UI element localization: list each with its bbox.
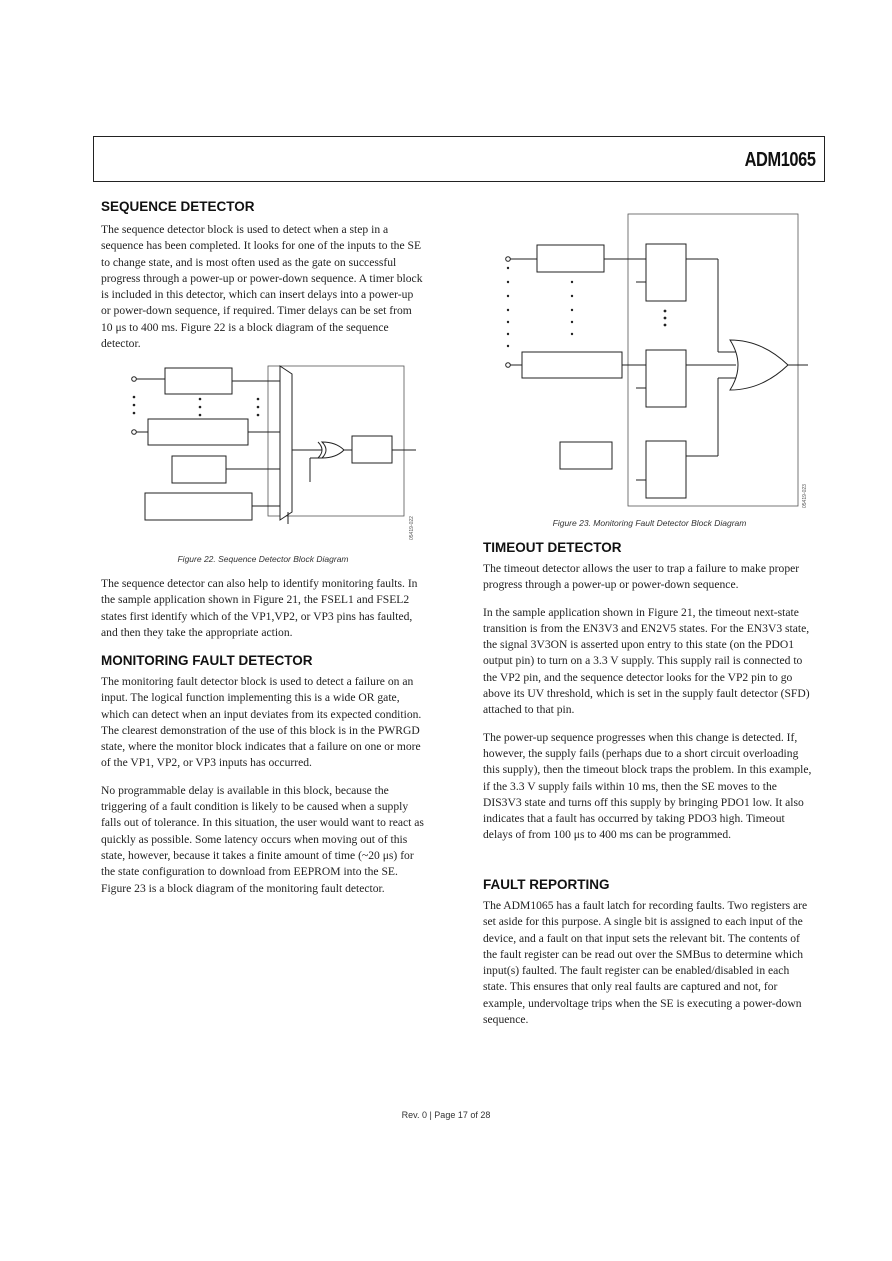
ellipsis-dots — [133, 396, 260, 417]
page-header — [93, 136, 825, 182]
timer-block — [352, 436, 392, 463]
input-block-bottom — [148, 419, 248, 445]
figure-23-monitoring-fault-detector-diagram — [500, 212, 820, 517]
input-pin — [132, 430, 137, 435]
input-pin — [506, 257, 511, 262]
figure-23-stamp: 05419-023 — [802, 484, 808, 508]
timeout-detector-paragraph-2: In the sample application shown in Figure 21, the timeout next-state transition is from the EN3V3 and EN2V5 states. For the EN3V3 state, the signal 3V3ON is asserted upon entry to this state (on the PDO1 output pin) to turn on a 3.3 V supply. This supply rail is connected to the VP2 pin, and the sequence detector looks for the VP2 pin to go above its UV threshold, which is set in the supply fault detector (SFD) attached to that pin. — [483, 605, 810, 717]
timeout-detector-paragraph-3: The power-up sequence progresses when this change is detected. If, however, the supply fails (perhaps due to a short circuit overloading this supply), then the timeout block traps the problem. In this example, if the 3.3 V supply fails within 10 ms, then the SE moves to the DIS3V3 state and turns off this supply by bringing PDO1 low. It also indicates that a fault has occurred by taking PDO3 high. Timeout delays of from 100 μs to 400 ms can be programmed. — [483, 730, 812, 842]
page-footer: Rev. 0 | Page 17 of 28 — [401, 1110, 491, 1120]
monitoring-fault-detector-paragraph-2: No programmable delay is available in this block, because the triggering of a fault condition is likely to be caused when a supply falls out of tolerance. In this situation, the user would want to react as quickly as possible. Some latency occurs when moving out of this state, however, because it takes a finite amount of time (~20 μs) for the state configuration to download from EEPROM into the SE. Figure 23 is a block diagram of the monitoring fault detector. — [101, 783, 424, 895]
part-number: ADM1065 — [745, 149, 816, 171]
sequence-detector-paragraph-1: The sequence detector block is used to detect when a step in a sequence has been completed. It looks for one of the inputs to the SE to change state, and is most often used as the gate on successful progress through a power-up or power-down sequence. A timer block is included in this detector, which can insert delays into a power-up or power-down sequence, if required. Timer delays can be set from 10 μs to 400 ms. Figure 22 is a block diagram of the sequence detector. — [101, 223, 423, 351]
timeout-detector-section — [483, 540, 816, 844]
timeout-detector-heading: TIMEOUT DETECTOR — [483, 540, 622, 555]
figure-22-sequence-detector-diagram — [120, 362, 420, 557]
small-block — [560, 442, 612, 469]
figure-23-caption: Figure 23. Monitoring Fault Detector Block Diagram — [552, 518, 747, 528]
input-pin — [132, 377, 137, 382]
ellipsis-dots — [507, 267, 667, 347]
sequence-detector-continued — [101, 576, 425, 641]
input-block-top — [537, 245, 604, 272]
input-block-top — [165, 368, 232, 394]
fault-reporting-heading: FAULT REPORTING — [483, 877, 610, 892]
multiplexer — [280, 366, 292, 520]
figure-22-stamp: 05419-022 — [409, 516, 415, 540]
monitoring-fault-detector-heading: MONITORING FAULT DETECTOR — [101, 653, 313, 668]
monitoring-fault-detector-paragraph-1: The monitoring fault detector block is used to detect a failure on an input. The logical function implementing this is a wide OR gate, which can detect when an input deviates from its expected condition. The clearest demonstration of the use of this block is in the PWRGD state, where the monitor block indicates that a failure on one or more of the VP1, VP2, or VP3 inputs has occurred. — [101, 675, 422, 770]
or-gate — [730, 340, 788, 390]
detector-block-2 — [646, 350, 686, 407]
detector-block-1 — [646, 244, 686, 301]
monitoring-fault-detector-section — [101, 653, 425, 897]
sequence-detector-paragraph-2: The sequence detector can also help to identify monitoring faults. In the sample application shown in Figure 21, the FSEL1 and FSEL2 states first identify which of the VP1,VP2, or VP3 pins has faulted, and then they take the appropriate action. — [101, 577, 418, 639]
fault-reporting-paragraph-1: The ADM1065 has a fault latch for recording faults. Two registers are set aside for this purpose. A single bit is assigned to each input of the device, and a fault on that input sets the relevant bit. The contents of the fault register can be read out over the SMBus to determine which input(s) faulted. The fault register can be enabled/disabled in each state. This ensures that only real faults are captured and not, for example, undervoltage trips when the SE is executing a power-down sequence. — [483, 899, 808, 1027]
input-block-bottom — [522, 352, 622, 378]
sequence-detector-heading: SEQUENCE DETECTOR — [101, 199, 255, 214]
wide-block — [145, 493, 252, 520]
small-block — [172, 456, 226, 483]
fault-reporting-section — [483, 877, 816, 1028]
detector-block-3 — [646, 441, 686, 498]
timeout-detector-paragraph-1: The timeout detector allows the user to trap a failure to make proper progress through a power-up or power-down sequence. — [483, 562, 800, 592]
input-pin — [506, 363, 511, 368]
sequence-detector-section — [101, 199, 425, 352]
figure-22-caption: Figure 22. Sequence Detector Block Diagram — [177, 554, 349, 564]
